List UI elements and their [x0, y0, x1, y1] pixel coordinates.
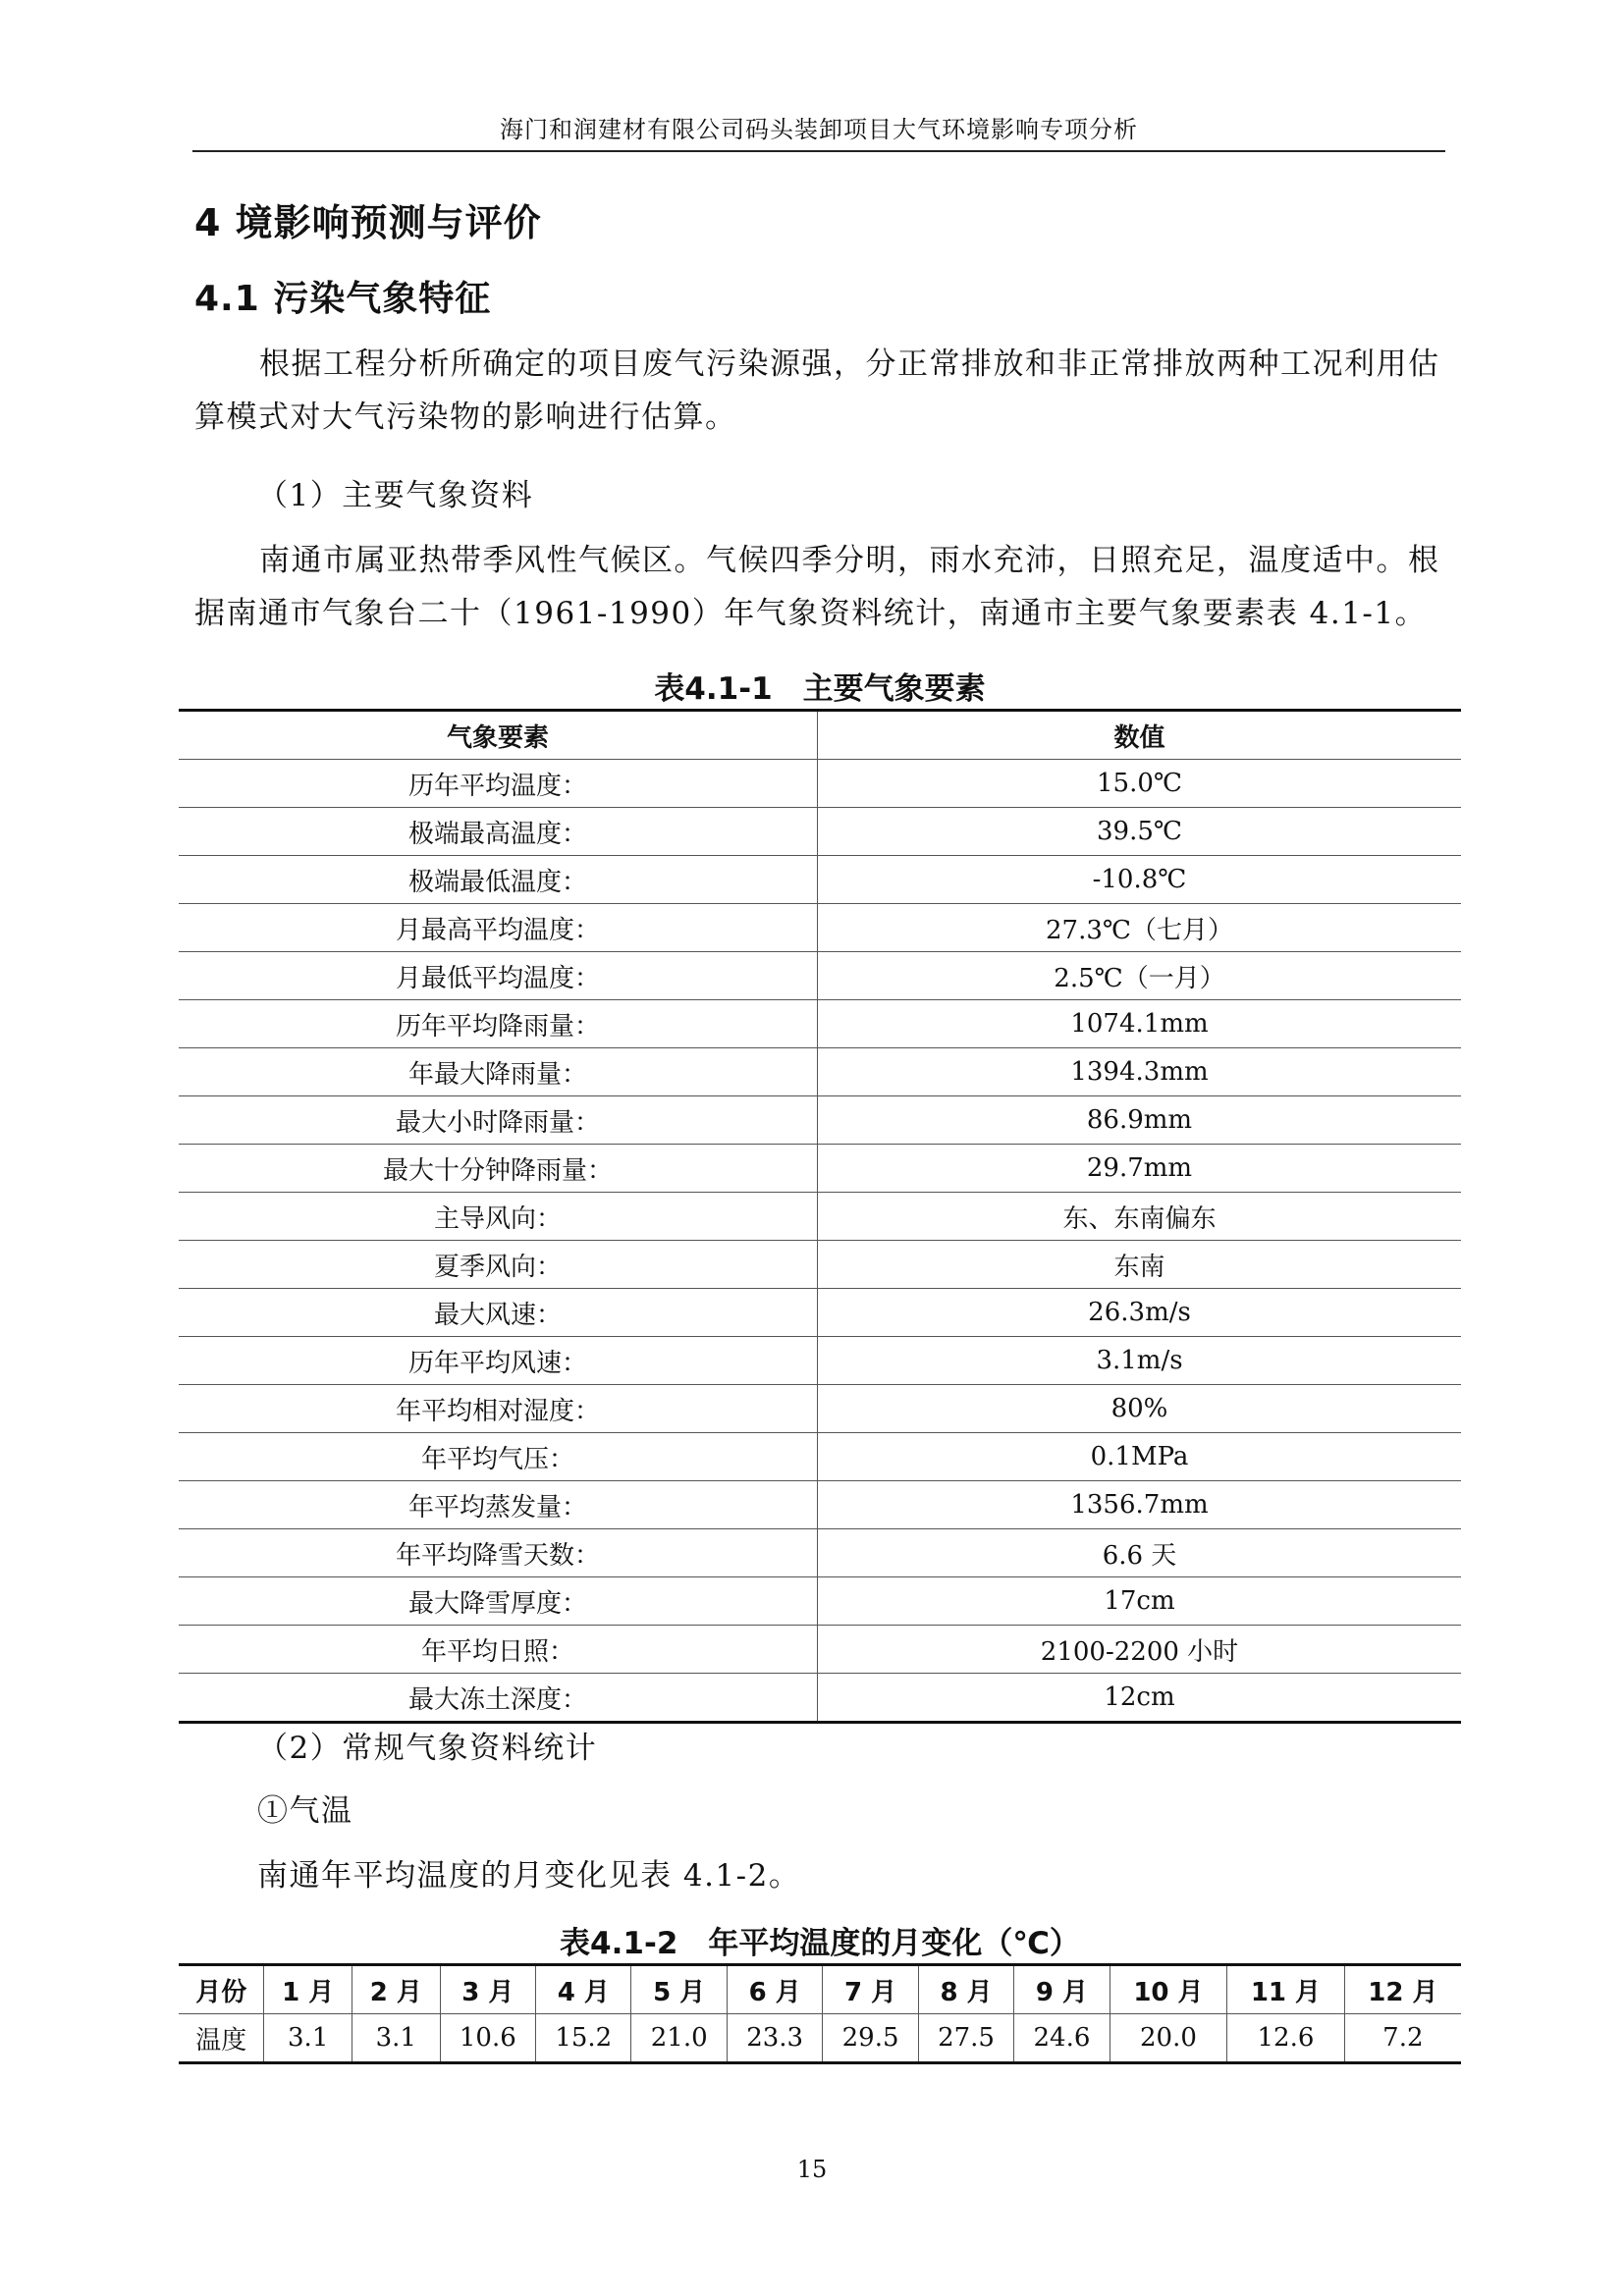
value-cell: 1074.1mm — [818, 1000, 1462, 1048]
value-cell: 2100-2200 小时 — [818, 1626, 1462, 1674]
element-cell: 最大风速： — [179, 1289, 818, 1337]
subheading-temperature: ①气温 — [257, 1793, 353, 1829]
element-cell: 年平均气压： — [179, 1433, 818, 1481]
value-cell: 东、东南偏东 — [818, 1193, 1462, 1241]
header-cell-element: 气象要素 — [179, 711, 818, 760]
temperature-cell: 29.5 — [823, 2014, 918, 2063]
header-cell-month: 7 月 — [823, 1965, 918, 2014]
element-cell: 年平均蒸发量： — [179, 1481, 818, 1529]
header-cell-month: 1 月 — [264, 1965, 352, 2014]
temperature-cell: 7.2 — [1382, 2023, 1424, 2053]
header-cell-month: 9 月 — [1014, 1965, 1110, 2014]
element-cell: 年平均降雪天数： — [179, 1529, 818, 1577]
table-row — [179, 1096, 1461, 1145]
climate-paragraph: 南通市属亚热带季风性气候区。气候四季分明，雨水充沛，日照充足，温度适中。根据南通市气象台二十（1961-1990）年气象资料统计，南通市主要气象要素表 4.1-1。 — [194, 543, 1440, 631]
header-cell-month: 8 月 — [918, 1965, 1013, 2014]
element-cell: 最大小时降雨量： — [179, 1096, 818, 1145]
table-body — [179, 760, 1461, 1723]
element-cell: 主导风向： — [179, 1193, 818, 1241]
header-rule — [192, 150, 1445, 152]
header-cell-value: 数值 — [818, 711, 1462, 760]
value-cell: 1356.7mm — [818, 1481, 1462, 1529]
header-cell-month-label: 月份 — [179, 1965, 264, 2014]
temperature-cell: 24.6 — [1014, 2014, 1110, 2063]
table-row — [179, 1433, 1461, 1481]
subheading-main-meteorology: （1）主要气象资料 — [257, 478, 534, 513]
temperature-cell: 21.0 — [631, 2014, 727, 2063]
table-row — [179, 1577, 1461, 1626]
table-row — [179, 904, 1461, 952]
value-cell: 6.6 天 — [818, 1529, 1462, 1577]
value-cell: -10.8℃ — [818, 856, 1462, 904]
monthly-temperature-table — [179, 1963, 1461, 2064]
value-cell: 12cm — [818, 1674, 1462, 1723]
element-cell: 年最大降雨量： — [179, 1048, 818, 1096]
table-row — [179, 1193, 1461, 1241]
value-cell: 29.7mm — [818, 1145, 1462, 1193]
value-cell: 27.3℃（七月） — [818, 904, 1462, 952]
table-row — [179, 808, 1461, 856]
meteorology-table — [179, 709, 1461, 1724]
page-number: 15 — [796, 2156, 828, 2183]
table-row — [179, 1289, 1461, 1337]
temperature-cell: 15.2 — [536, 2014, 631, 2063]
header-cell-month: 6 月 — [727, 1965, 822, 2014]
value-cell: 0.1MPa — [818, 1433, 1462, 1481]
table-row — [179, 1385, 1461, 1433]
header-cell-month: 2 月 — [352, 1965, 441, 2014]
subsection-heading: 4.1 污染气象特征 — [194, 279, 492, 319]
header-cell-month: 5 月 — [631, 1965, 727, 2014]
temperature-cell: 10.6 — [440, 2014, 535, 2063]
table-row — [179, 1241, 1461, 1289]
element-cell: 最大降雪厚度： — [179, 1577, 818, 1626]
table-row — [179, 760, 1461, 808]
value-cell: 3.1m/s — [818, 1337, 1462, 1385]
temperature-cell: 3.1 — [352, 2014, 441, 2063]
table-row — [179, 1481, 1461, 1529]
element-cell: 月最低平均温度： — [179, 952, 818, 1000]
table-row — [179, 1529, 1461, 1577]
temperature-cell: 12.6 — [1227, 2014, 1345, 2063]
element-cell: 历年平均温度： — [179, 760, 818, 808]
value-cell: 26.3m/s — [818, 1289, 1462, 1337]
value-cell: 1394.3mm — [818, 1048, 1462, 1096]
table-row — [179, 1048, 1461, 1096]
element-cell: 极端最低温度： — [179, 856, 818, 904]
header-cell-month: 11 月 — [1227, 1965, 1345, 2014]
temperature-cell: 27.5 — [918, 2014, 1013, 2063]
temperature-cell: 23.3 — [727, 2014, 822, 2063]
element-cell: 最大冻土深度： — [179, 1674, 818, 1723]
value-cell: 2.5℃（一月） — [818, 952, 1462, 1000]
table-row — [179, 1337, 1461, 1385]
element-cell: 历年平均风速： — [179, 1337, 818, 1385]
table-row — [179, 1626, 1461, 1674]
value-cell: 86.9mm — [818, 1096, 1462, 1145]
element-cell: 年平均相对湿度： — [179, 1385, 818, 1433]
value-cell: 39.5℃ — [818, 808, 1462, 856]
intro-paragraph: 根据工程分析所确定的项目废气污染源强，分正常排放和非正常排放两种工况利用估算模式对大气污染物的影响进行估算。 — [194, 347, 1440, 435]
header-cell-month: 4 月 — [536, 1965, 631, 2014]
subheading-regular-statistics: （2）常规气象资料统计 — [257, 1731, 598, 1766]
table-header-row — [179, 1965, 1461, 2014]
table-row — [179, 1000, 1461, 1048]
element-cell: 年平均日照： — [179, 1626, 818, 1674]
table-row — [179, 856, 1461, 904]
element-cell: 历年平均降雨量： — [179, 1000, 818, 1048]
element-cell: 最大十分钟降雨量： — [179, 1145, 818, 1193]
temperature-cell: 3.1 — [264, 2014, 352, 2063]
table-row — [179, 1145, 1461, 1193]
temperature-paragraph: 南通年平均温度的月变化见表 4.1-2。 — [257, 1858, 801, 1894]
row-label-temperature: 温度 — [179, 2014, 264, 2063]
table-row — [179, 2014, 1461, 2063]
header-cell-month: 12 月 — [1344, 1965, 1461, 2014]
element-cell: 极端最高温度： — [179, 808, 818, 856]
value-cell: 15.0℃ — [818, 760, 1462, 808]
table1-caption: 表4.1-1 主要气象要素 — [654, 671, 986, 707]
value-cell: 80% — [818, 1385, 1462, 1433]
section-heading: 4 境影响预测与评价 — [194, 201, 542, 244]
header-cell-month: 3 月 — [440, 1965, 535, 2014]
table2-caption: 表4.1-2 年平均温度的月变化（℃） — [560, 1926, 1080, 1961]
value-cell: 东南 — [818, 1241, 1462, 1289]
running-header: 海门和润建材有限公司码头装卸项目大气环境影响专项分析 — [500, 116, 1138, 143]
table-header-row — [179, 711, 1461, 760]
value-cell: 17cm — [818, 1577, 1462, 1626]
table-row — [179, 1674, 1461, 1723]
temperature-cell: 20.0 — [1110, 2014, 1227, 2063]
header-cell-month: 10 月 — [1110, 1965, 1227, 2014]
element-cell: 月最高平均温度： — [179, 904, 818, 952]
table-row — [179, 952, 1461, 1000]
element-cell: 夏季风向： — [179, 1241, 818, 1289]
